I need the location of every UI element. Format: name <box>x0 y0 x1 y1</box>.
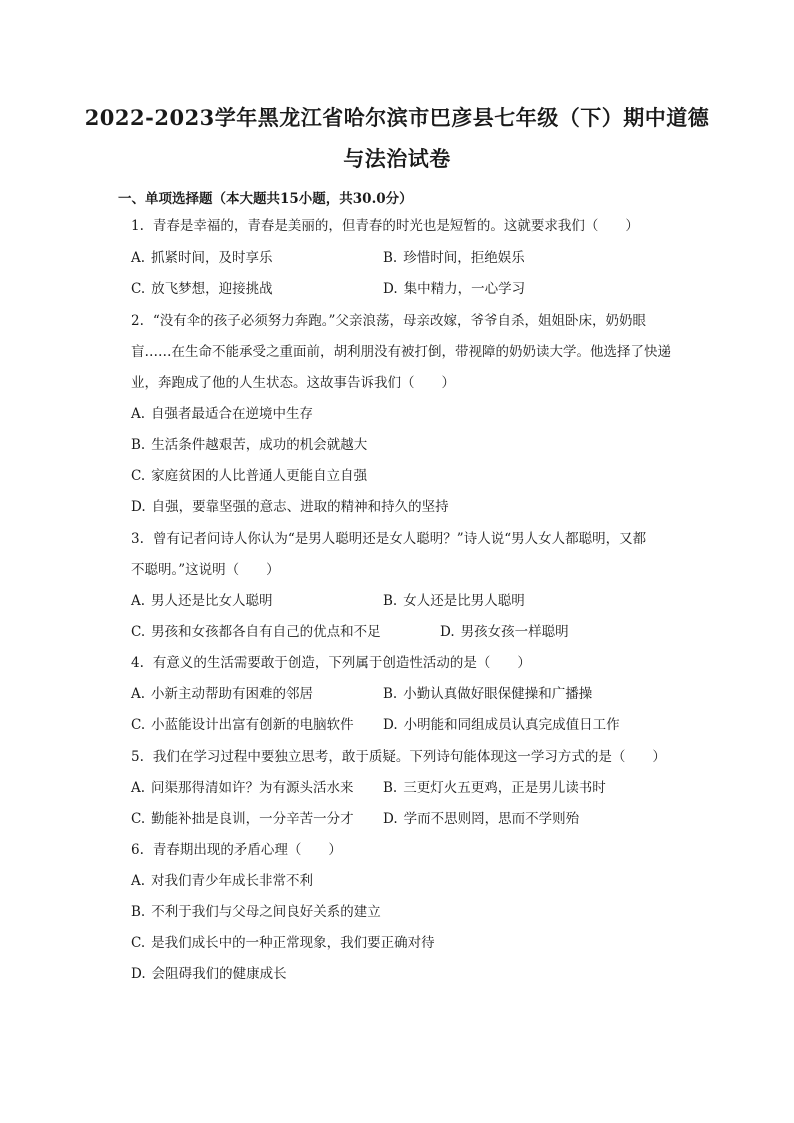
question-5-option-d[interactable]: D. 学而不思则罔，思而不学则殆 <box>383 811 580 827</box>
question-5-option-b[interactable]: B. 三更灯火五更鸡，正是男儿读书时 <box>383 780 606 796</box>
question-1-option-d[interactable]: D. 集中精力，一心学习 <box>383 281 526 297</box>
question-number: 6. <box>131 842 144 858</box>
question-4-option-a[interactable]: A. 小新主动帮助有困难的邻居 <box>131 686 314 702</box>
question-5-option-a[interactable]: A. 问渠那得清如许？为有源头活水来 <box>131 780 354 796</box>
question-6-option-b[interactable]: B. 不利于我们与父母之间良好关系的建立 <box>131 904 381 920</box>
exam-title-line-1: 2022-2023学年黑龙江省哈尔滨市巴彦县七年级（下）期中道德 <box>84 105 710 130</box>
question-2-option-a[interactable]: A. 自强者最适合在逆境中生存 <box>131 406 314 422</box>
question-2-option-b[interactable]: B. 生活条件越艰苦，成功的机会就越大 <box>131 437 368 453</box>
question-number: 1. <box>131 218 144 234</box>
question-2-stem <box>131 311 646 331</box>
question-text: 有意义的生活需要敢于创造，下列属于创造性活动的是（ ） <box>152 655 531 671</box>
exam-title-line-2: 与法治试卷 <box>343 146 451 171</box>
question-text: 曾有记者问诗人你认为“是男人聪明还是女人聪明？”诗人说“男人女人都聪明，又都 <box>152 531 647 547</box>
question-6-stem <box>131 840 342 860</box>
section-heading: 一、单项选择题（本大题共15小题，共30.0分） <box>118 191 413 207</box>
question-5-option-c[interactable]: C. 勤能补拙是良训，一分辛苦一分才 <box>131 811 354 827</box>
question-6-option-a[interactable]: A. 对我们青少年成长非常不利 <box>131 873 314 889</box>
question-number: 3. <box>131 531 144 547</box>
question-5-stem <box>131 747 666 767</box>
question-4-stem <box>131 653 531 673</box>
question-3-option-b[interactable]: B. 女人还是比男人聪明 <box>383 593 525 609</box>
question-1-option-c[interactable]: C. 放飞梦想，迎接挑战 <box>131 281 273 297</box>
question-text: 我们在学习过程中要独立思考，敢于质疑。下列诗句能体现这一学习方式的是（ ） <box>152 749 666 765</box>
question-number: 4. <box>131 655 144 671</box>
question-1-stem <box>131 216 639 236</box>
question-1-option-b[interactable]: B. 珍惜时间，拒绝娱乐 <box>383 250 525 266</box>
question-2-stem-line-3: 业，奔跑成了他的人生状态。这故事告诉我们（ ） <box>131 375 455 391</box>
question-3-stem <box>131 529 646 549</box>
question-2-option-c[interactable]: C. 家庭贫困的人比普通人更能自立自强 <box>131 468 368 484</box>
question-text: 青春期出现的矛盾心理（ ） <box>152 842 342 858</box>
question-3-stem-line-2: 不聪明。”这说明（ ） <box>131 562 280 578</box>
question-2-stem-line-2: 盲……在生命不能承受之重面前，胡利朋没有被打倒，带视障的奶奶读大学。他选择了快递 <box>131 344 671 360</box>
question-number: 5. <box>131 749 144 765</box>
question-3-option-c[interactable]: C. 男孩和女孩都各自有自己的优点和不足 <box>131 624 381 640</box>
question-3-option-a[interactable]: A. 男人还是比女人聪明 <box>131 593 273 609</box>
question-6-option-d[interactable]: D. 会阻碍我们的健康成长 <box>131 966 287 982</box>
question-4-option-d[interactable]: D. 小明能和同组成员认真完成值日工作 <box>383 717 620 733</box>
question-text: “没有伞的孩子必须努力奔跑。”父亲浪荡，母亲改嫁，爷爷自杀，姐姐卧床，奶奶眼 <box>152 313 646 329</box>
question-text: 青春是幸福的，青春是美丽的，但青春的时光也是短暂的。这就要求我们（ ） <box>152 218 639 234</box>
question-3-option-d[interactable]: D. 男孩女孩一样聪明 <box>440 624 569 640</box>
question-4-option-c[interactable]: C. 小蓝能设计出富有创新的电脑软件 <box>131 717 354 733</box>
question-6-option-c[interactable]: C. 是我们成长中的一种正常现象，我们要正确对待 <box>131 935 435 951</box>
question-4-option-b[interactable]: B. 小勤认真做好眼保健操和广播操 <box>383 686 593 702</box>
question-1-option-a[interactable]: A. 抓紧时间，及时享乐 <box>131 250 273 266</box>
question-2-option-d[interactable]: D. 自强，要靠坚强的意志、进取的精神和持久的坚持 <box>131 499 449 515</box>
question-number: 2. <box>131 313 144 329</box>
